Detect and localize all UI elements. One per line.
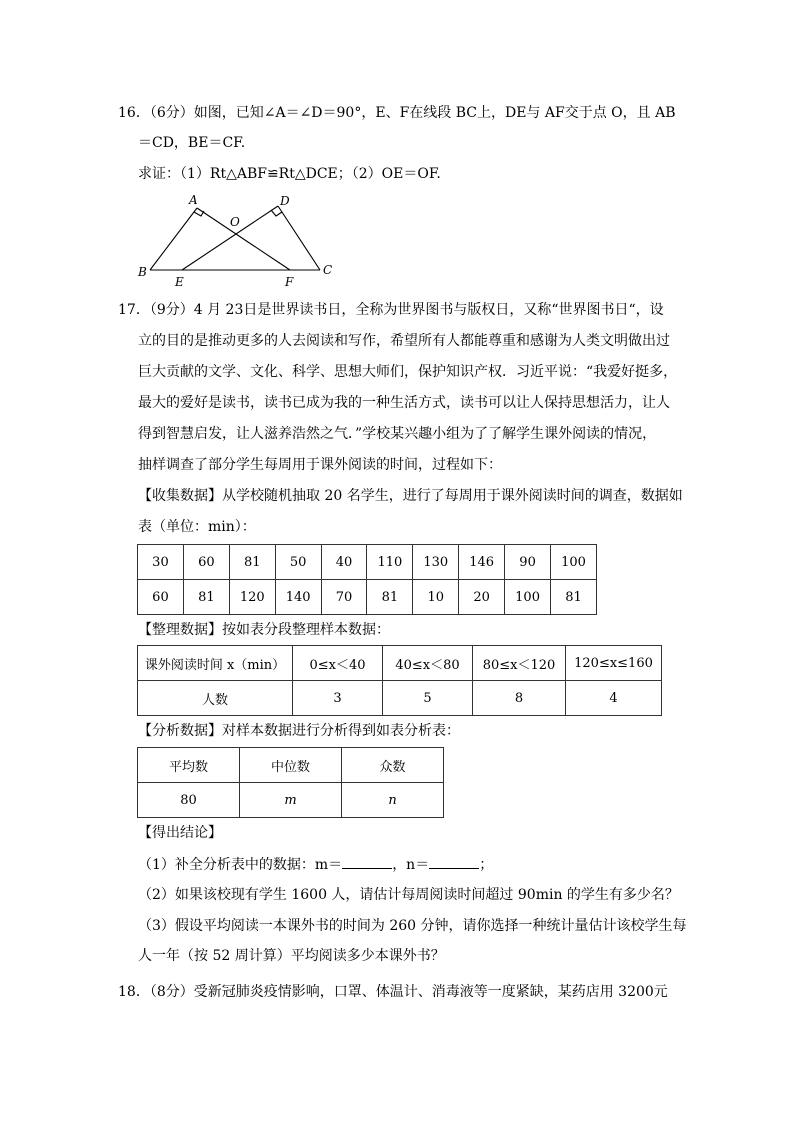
segment-AB xyxy=(150,208,197,270)
table-cell: 60 xyxy=(183,545,229,580)
q17-sub3-line2: 人一年（按 52 周计算）平均阅读多少本课外书？ xyxy=(138,948,445,964)
table-header-cell: 80≤x＜120 xyxy=(473,646,566,681)
table-row xyxy=(138,783,444,818)
label-A: A xyxy=(189,193,198,207)
table-cell: 8 xyxy=(473,681,566,716)
answer-blank-m[interactable] xyxy=(342,854,392,869)
raw-data-table xyxy=(137,544,597,615)
table-row xyxy=(138,580,597,615)
answer-blank-n[interactable] xyxy=(429,854,479,869)
table-cell: 60 xyxy=(138,580,184,615)
table-header-cell: 40≤x＜80 xyxy=(383,646,473,681)
q16-line1 xyxy=(118,103,675,123)
collect-text: 从学校随机抽取 20 名学生，进行了每周用于课外阅读时间的调查，数据如 xyxy=(222,488,683,504)
label-F: F xyxy=(285,275,294,288)
table-header-cell: 0≤x＜40 xyxy=(293,646,383,681)
label-E: E xyxy=(175,275,184,288)
frequency-table xyxy=(137,645,662,716)
table-row xyxy=(138,748,444,783)
table-cell: 81 xyxy=(367,580,413,615)
q17-line1 xyxy=(118,300,664,320)
table-cell: 110 xyxy=(367,545,413,580)
sub1-mid: ，n＝ xyxy=(392,857,430,873)
segment-DC xyxy=(278,206,320,270)
analyze-text: 对样本数据进行分析得到如表分析表： xyxy=(222,723,460,739)
table-cell: 130 xyxy=(413,545,459,580)
table-cell: n xyxy=(342,783,444,818)
sub1-end: ； xyxy=(479,857,494,873)
q17-text-5: 得到智慧启发，让人滋养浩然之气．”学校某兴趣小组为了了解学生课外阅读的情况， xyxy=(138,426,657,442)
table-cell: 4 xyxy=(566,681,662,716)
table-cell: 146 xyxy=(459,545,505,580)
table-row xyxy=(138,681,662,716)
statistics-table xyxy=(137,747,444,818)
collect-label: 【收集数据】 xyxy=(138,488,222,504)
organize-text: 按如表分段整理样本数据： xyxy=(222,622,390,638)
table-cell: 5 xyxy=(383,681,473,716)
collect-data-line xyxy=(138,486,683,506)
table-cell: 140 xyxy=(275,580,321,615)
table-cell: 10 xyxy=(413,580,459,615)
organize-label: 【整理数据】 xyxy=(138,622,222,638)
right-angle-D xyxy=(271,210,282,216)
q17-text-1: 4 月 23日是世界读书日，全称为世界图书与版权日，又称“世界图书日“，设 xyxy=(193,302,664,318)
q16-prove: 求证：（1）Rt△ABF≌Rt△DCE；（2）OE＝OF. xyxy=(138,166,441,182)
table-cell: 3 xyxy=(293,681,383,716)
table-row xyxy=(138,545,597,580)
table-row xyxy=(138,646,662,681)
q17-text-6: 抽样调查了部分学生每周用于课外阅读的时间，过程如下： xyxy=(138,457,502,473)
q16-line2: ＝CD，BE＝CF. xyxy=(138,135,246,151)
table-cell: 90 xyxy=(505,545,551,580)
q16-number: 16．（6分） xyxy=(118,105,194,121)
q16-geometry-figure xyxy=(135,193,345,288)
label-O: O xyxy=(230,215,240,229)
table-cell: 81 xyxy=(183,580,229,615)
sub1-prefix: （1）补全分析表中的数据：m＝ xyxy=(138,857,343,873)
table-cell: 120 xyxy=(229,580,275,615)
conclude-label: 【得出结论】 xyxy=(138,825,222,841)
q17-sub3-line1: （3）假设平均阅读一本课外书的时间为 260 分钟，请你选择一种统计量估计该校学生每 xyxy=(138,918,687,934)
organize-data-line xyxy=(138,620,390,640)
table-cell: 70 xyxy=(321,580,367,615)
table-cell: 100 xyxy=(505,580,551,615)
table-header-cell: 120≤x≤160 xyxy=(566,646,662,681)
table-cell: 人数 xyxy=(138,681,293,716)
segment-AF xyxy=(197,208,290,270)
q17-sub2: （2）如果该校现有学生 1600 人，请估计每周阅读时间超过 90min 的学生有多少名？ xyxy=(138,887,679,903)
table-cell: 100 xyxy=(551,545,597,580)
table-cell: 81 xyxy=(229,545,275,580)
q18-text: 受新冠肺炎疫情影响，口罩、体温计、消毒液等一度紧缺，某药店用 3200元 xyxy=(193,984,668,1000)
table-cell: 50 xyxy=(275,545,321,580)
table-cell: 30 xyxy=(138,545,184,580)
table-cell: 40 xyxy=(321,545,367,580)
q17-text-2: 立的目的是推动更多的人去阅读和写作，希望所有人都能尊重和感谢为人类文明做出过 xyxy=(138,333,670,349)
q17-sub1 xyxy=(138,854,493,874)
label-B: B xyxy=(138,265,147,279)
table-header-cell: 平均数 xyxy=(138,748,240,783)
label-C: C xyxy=(323,263,333,277)
q17-text-3: 巨大贡献的文学、文化、科学、思想大师们，保护知识产权．习近平说：“我爱好挺多， xyxy=(138,364,678,380)
q16-text-1: 如图，已知∠A＝∠D＝90°，E、F在线段 BC上，DE与 AF交于点 O，且 AB xyxy=(193,105,676,121)
q17-text-4: 最大的爱好是读书，读书已成为我的一种生活方式，读书可以让人保持思想活力，让人 xyxy=(138,395,670,411)
q18-number: 18．（8分） xyxy=(118,984,194,1000)
q18-line1 xyxy=(118,982,668,1002)
table-cell: 81 xyxy=(551,580,597,615)
collect-unit-line: 表（单位：min）： xyxy=(138,519,256,535)
table-cell: 80 xyxy=(138,783,240,818)
table-header-cell: 课外阅读时间 x（min） xyxy=(138,646,293,681)
analyze-data-line xyxy=(138,721,460,741)
q17-number: 17．（9分） xyxy=(118,302,194,318)
analyze-label: 【分析数据】 xyxy=(138,723,222,739)
table-header-cell: 中位数 xyxy=(240,748,342,783)
table-header-cell: 众数 xyxy=(342,748,444,783)
table-cell: m xyxy=(240,783,342,818)
table-cell: 20 xyxy=(459,580,505,615)
label-D: D xyxy=(280,194,290,208)
